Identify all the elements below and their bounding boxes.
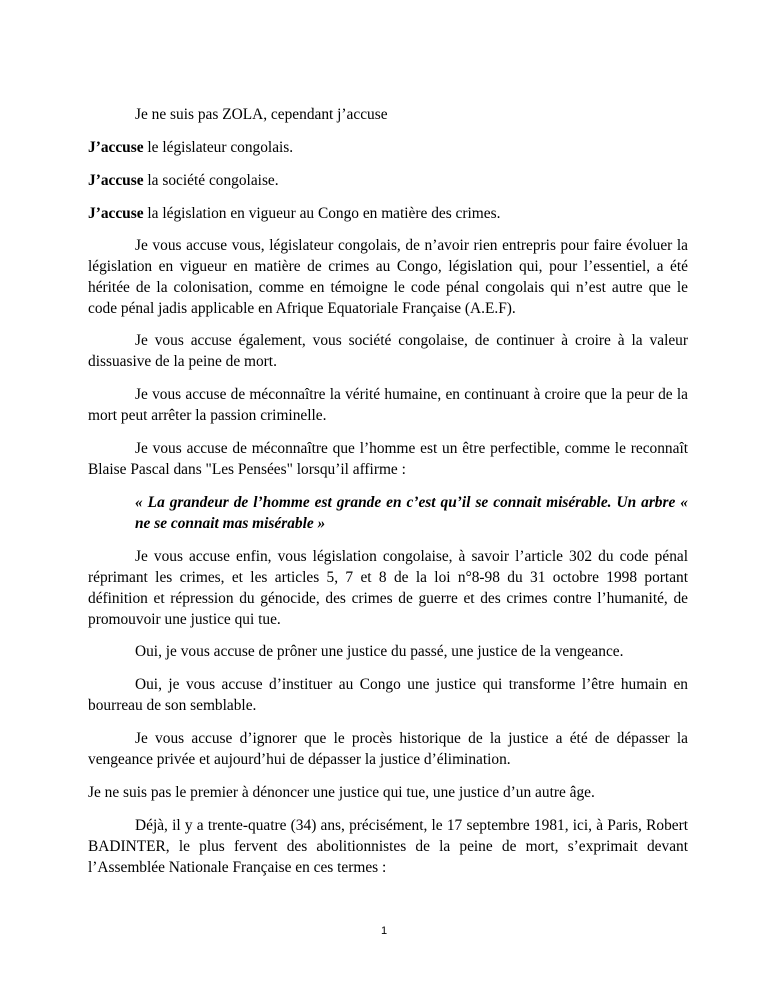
paragraph-premier: Je ne suis pas le premier à dénoncer une justice qui tue, une justice d’un autre âge. — [88, 784, 595, 801]
paragraph-verite-humaine: Je vous accuse de méconnaître la vérité humaine, en continuant à croire que la peur de la mort peut arrêter la passion criminelle. — [88, 386, 688, 424]
paragraph-pascal: Je vous accuse de méconnaître que l’homme est un être perfectible, comme le reconnaît Blaise Pascal dans "Les Pensées" lorsqu’il affirme : — [88, 440, 688, 478]
paragraph-badinter: Déjà, il y a trente-quatre (34) ans, précisément, le 17 septembre 1981, ici, à Paris, Robert BADINTER, le plus fervent des abolitionnistes de la peine de mort, s’exprimait devant l’Assemblée Nationale Française en ces termes : — [88, 817, 688, 876]
paragraph-accuse-legislation — [88, 203, 688, 224]
paragraph-intro: Je ne suis pas ZOLA, cependant j’accuse — [135, 106, 388, 123]
paragraph-text: la législation en vigueur au Congo en matière des crimes. — [143, 205, 501, 222]
paragraph-text: la société congolaise. — [143, 172, 279, 189]
accuse-bold: J’accuse — [88, 139, 144, 156]
paragraph-accuse-legislateur — [88, 137, 688, 158]
paragraph-vengeance: Je vous accuse d’ignorer que le procès historique de la justice a été de dépasser la vengeance privée et aujourd’hui de dépasser la justice d’élimination. — [88, 730, 688, 768]
accuse-bold: J’accuse — [88, 205, 144, 222]
paragraph-bourreau: Oui, je vous accuse d’instituer au Congo une justice qui transforme l’être humain en bourreau de son semblable. — [88, 676, 688, 714]
paragraph-text: le législateur congolais. — [143, 139, 294, 156]
paragraph-societe: Je vous accuse également, vous société congolaise, de continuer à croire à la valeur dissuasive de la peine de mort. — [88, 332, 688, 370]
paragraph-accuse-societe — [88, 170, 688, 191]
paragraph-legislateur: Je vous accuse vous, législateur congolais, de n’avoir rien entrepris pour faire évoluer la législation en vigueur en matière de crimes au Congo, législation qui, pour l’essentiel, a été héritée de la colonisation, comme en témoigne le code pénal congolais qui n’est autre que le code pénal jadis applicable en Afrique Equatoriale Française (A.E.F). — [88, 237, 688, 317]
accuse-bold: J’accuse — [88, 172, 144, 189]
pascal-quote: « La grandeur de l’homme est grande en c’est qu’il se connait misérable. Un arbre « ne se connait mas misérable » — [135, 494, 688, 532]
paragraph-article-302: Je vous accuse enfin, vous législation congolaise, à savoir l’article 302 du code pénal réprimant les crimes, et les articles 5, 7 et 8 de la loi n°8-98 du 31 octobre 1998 portant définition et répression du génocide, des crimes de guerre et des crimes contre l’humanité, de promouvoir une justice qui tue. — [88, 548, 688, 628]
page-number: 1 — [380, 925, 388, 937]
paragraph-justice-passe: Oui, je vous accuse de prôner une justice du passé, une justice de la vengeance. — [135, 643, 624, 660]
